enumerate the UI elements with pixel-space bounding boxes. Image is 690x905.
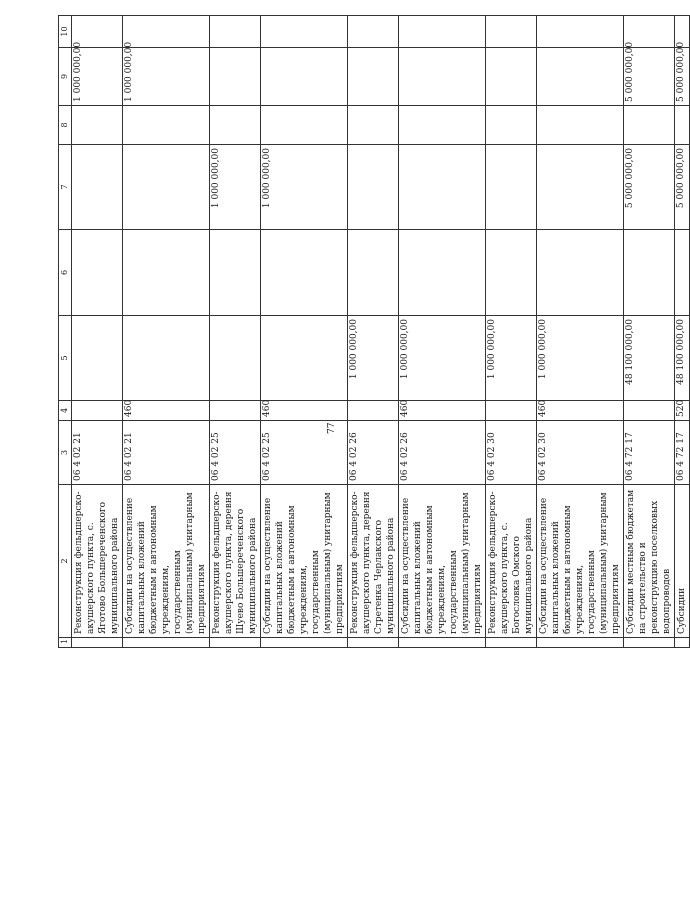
expense-type-cell [210, 401, 261, 421]
code-cell: 06 4 02 30 [537, 421, 624, 485]
table-row [675, 16, 690, 648]
code-cell: 06 4 72 17 [675, 421, 690, 485]
rotated-table-wrapper [58, 16, 687, 648]
amount-cell-c7: 5 000 000,00 [675, 145, 690, 230]
amount-cell-c9: 1 000 000,00 [123, 48, 210, 106]
header-cell: 10 [59, 16, 72, 48]
amount-cell-c6 [675, 230, 690, 316]
amount-cell-c7 [348, 145, 399, 230]
amount-cell-c9 [210, 48, 261, 106]
amount-cell-c10 [399, 16, 486, 48]
expense-type-cell: 460 [399, 401, 486, 421]
table-row [624, 16, 675, 648]
amount-cell-c6 [537, 230, 624, 316]
amount-cell-c5: 1 000 000,00 [537, 316, 624, 401]
row-index-cell [261, 638, 348, 648]
amount-cell-c10 [537, 16, 624, 48]
amount-cell-c10 [486, 16, 537, 48]
amount-cell-c8 [261, 106, 348, 145]
amount-cell-c5: 1 000 000,00 [399, 316, 486, 401]
amount-cell-c6 [348, 230, 399, 316]
amount-cell-c5 [210, 316, 261, 401]
row-index-cell [123, 638, 210, 648]
amount-cell-c8 [72, 106, 123, 145]
amount-cell-c8 [399, 106, 486, 145]
item-name-cell: Субсидии на осуществление капитальных вложений бюджетным и автономным учреждениям, государственным (муниципальным) унитарным предприятиям [123, 485, 210, 638]
budget-table [58, 15, 690, 648]
amount-cell-c9 [537, 48, 624, 106]
item-name-cell: Субсидии на осуществление капитальных вложений бюджетным и автономным учреждениям, государственным (муниципальным) унитарным предприятиям [537, 485, 624, 638]
amount-cell-c9 [261, 48, 348, 106]
amount-cell-c9: 5 000 000,00 [675, 48, 690, 106]
header-row [59, 16, 72, 648]
header-cell: 8 [59, 106, 72, 145]
item-name-cell: Реконструкция фельдшерско-акушерского пункта, деревня Стретенка Черлакского муниципального района [348, 485, 399, 638]
table-row [348, 16, 399, 648]
row-index-cell [210, 638, 261, 648]
amount-cell-c5: 1 000 000,00 [348, 316, 399, 401]
amount-cell-c8 [624, 106, 675, 145]
amount-cell-c6 [123, 230, 210, 316]
code-cell: 06 4 72 17 [624, 421, 675, 485]
row-index-cell [399, 638, 486, 648]
amount-cell-c7 [123, 145, 210, 230]
amount-cell-c6 [210, 230, 261, 316]
amount-cell-c9: 5 000 000,00 [624, 48, 675, 106]
table-row [72, 16, 123, 648]
row-index-cell [624, 638, 675, 648]
row-index-cell [348, 638, 399, 648]
expense-type-cell: 460 [123, 401, 210, 421]
code-cell: 06 4 02 25 [210, 421, 261, 485]
amount-cell-c6 [399, 230, 486, 316]
header-cell: 9 [59, 48, 72, 106]
table-row [261, 16, 348, 648]
table-row [537, 16, 624, 648]
amount-cell-c7 [486, 145, 537, 230]
header-cell: 6 [59, 230, 72, 316]
code-cell: 06 4 02 21 [123, 421, 210, 485]
header-cell: 4 [59, 401, 72, 421]
header-cell: 7 [59, 145, 72, 230]
amount-cell-c7 [399, 145, 486, 230]
item-name-cell: Реконструкция фельдшерско-акушерского пункта, с. Яготово Большереченского муниципального района [72, 485, 123, 638]
row-index-cell [675, 638, 690, 648]
amount-cell-c8 [210, 106, 261, 145]
amount-cell-c10 [210, 16, 261, 48]
amount-cell-c6 [72, 230, 123, 316]
amount-cell-c5 [123, 316, 210, 401]
code-cell: 06 4 02 25 [261, 421, 348, 485]
item-name-cell: Реконструкция фельдшерско-акушерского пункта, с. Богословка Омского муниципального района [486, 485, 537, 638]
expense-type-cell [486, 401, 537, 421]
amount-cell-c5: 48 100 000,00 [624, 316, 675, 401]
amount-cell-c9: 1 000 000,00 [72, 48, 123, 106]
expense-type-cell [72, 401, 123, 421]
amount-cell-c9 [486, 48, 537, 106]
item-name-cell: Реконструкция фельдшерско-акушерского пункта, деревня Шуево Большереченского муниципального района [210, 485, 261, 638]
amount-cell-c7: 1 000 000,00 [210, 145, 261, 230]
amount-cell-c8 [486, 106, 537, 145]
table-row [399, 16, 486, 648]
expense-type-cell [348, 401, 399, 421]
code-cell: 06 4 02 30 [486, 421, 537, 485]
amount-cell-c10 [261, 16, 348, 48]
amount-cell-c6 [624, 230, 675, 316]
amount-cell-c5: 1 000 000,00 [486, 316, 537, 401]
item-name-cell: Субсидии местным бюджетам на строительство и реконструкцию поселковых водопроводов [624, 485, 675, 638]
amount-cell-c7: 5 000 000,00 [624, 145, 675, 230]
expense-type-cell: 460 [261, 401, 348, 421]
header-cell: 5 [59, 316, 72, 401]
amount-cell-c9 [399, 48, 486, 106]
header-cell: 3 [59, 421, 72, 485]
item-name-cell: Субсидии на осуществление капитальных вложений бюджетным и автономным учреждениям, государственным (муниципальным) унитарным предприятиям [261, 485, 348, 638]
item-name-cell: Субсидии [675, 485, 690, 638]
amount-cell-c8 [348, 106, 399, 145]
amount-cell-c9 [348, 48, 399, 106]
amount-cell-c6 [261, 230, 348, 316]
amount-cell-c8 [537, 106, 624, 145]
table-row [210, 16, 261, 648]
amount-cell-c10 [348, 16, 399, 48]
row-index-cell [72, 638, 123, 648]
item-name-cell: Субсидии на осуществление капитальных вложений бюджетным и автономным учреждениям, государственным (муниципальным) унитарным предприятиям [399, 485, 486, 638]
amount-cell-c6 [486, 230, 537, 316]
amount-cell-c8 [123, 106, 210, 145]
amount-cell-c8 [675, 106, 690, 145]
amount-cell-c5 [72, 316, 123, 401]
page-number: 77 [327, 422, 337, 434]
code-cell: 06 4 02 26 [399, 421, 486, 485]
row-index-cell [537, 638, 624, 648]
amount-cell-c7: 1 000 000,00 [261, 145, 348, 230]
expense-type-cell [624, 401, 675, 421]
header-cell: 1 [59, 638, 72, 648]
amount-cell-c5: 48 100 000,00 [675, 316, 690, 401]
table-row [123, 16, 210, 648]
amount-cell-c5 [261, 316, 348, 401]
header-cell: 2 [59, 485, 72, 638]
row-index-cell [486, 638, 537, 648]
amount-cell-c7 [72, 145, 123, 230]
table-row [486, 16, 537, 648]
expense-type-cell: 520 [675, 401, 690, 421]
amount-cell-c7 [537, 145, 624, 230]
expense-type-cell: 460 [537, 401, 624, 421]
amount-cell-c10 [123, 16, 210, 48]
code-cell: 06 4 02 21 [72, 421, 123, 485]
code-cell: 06 4 02 26 [348, 421, 399, 485]
